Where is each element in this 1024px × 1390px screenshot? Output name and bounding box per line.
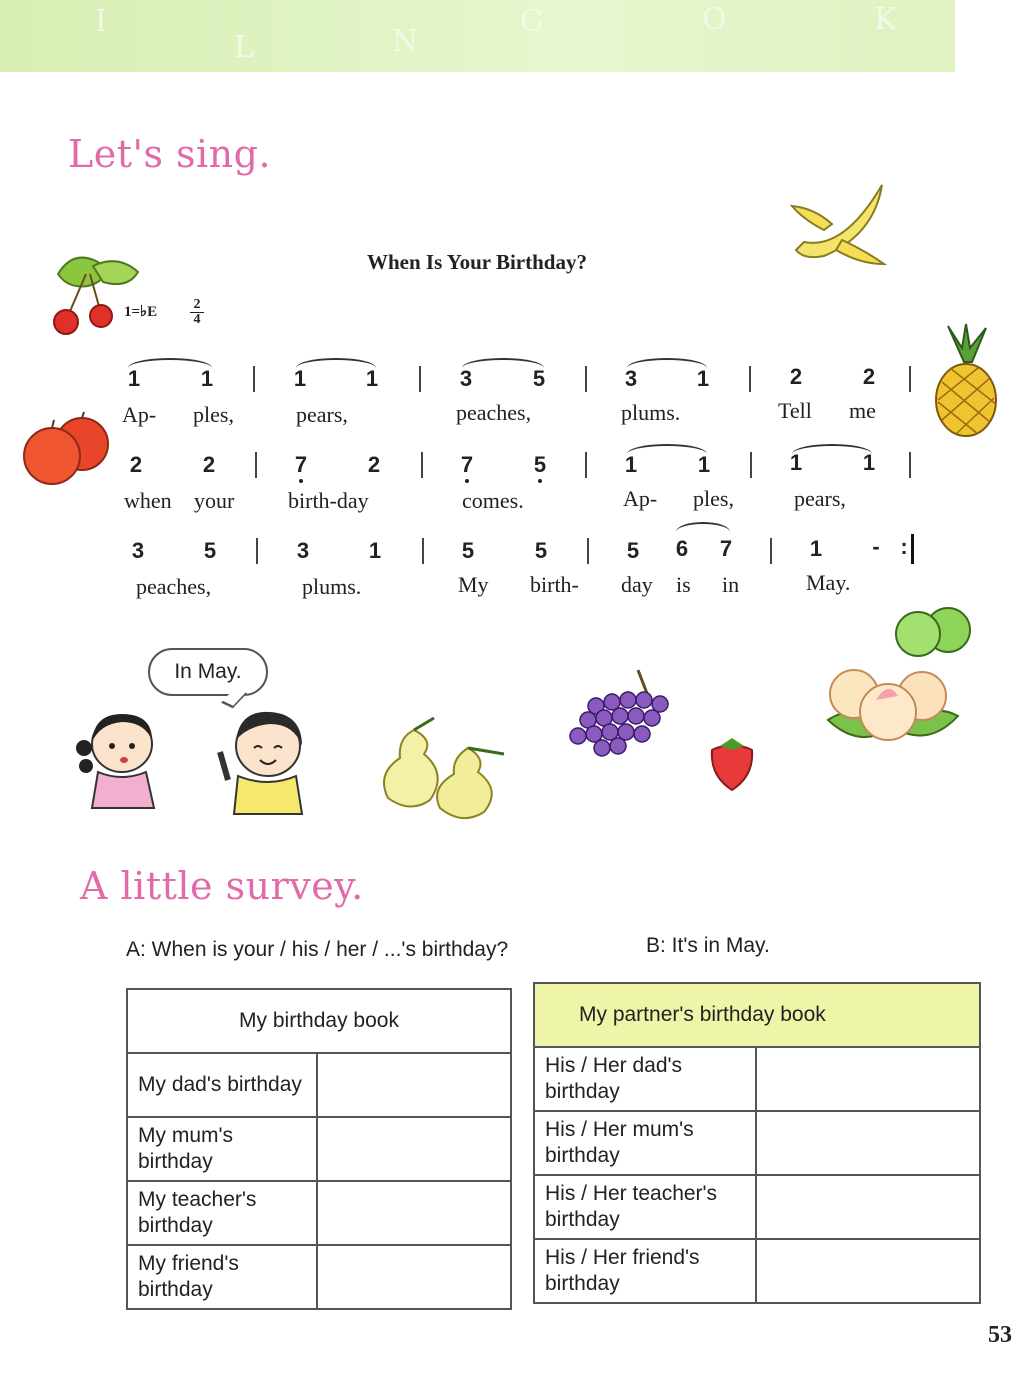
table-row [534,1239,980,1303]
bar-line [585,366,587,392]
partner-birthday-book-table [533,982,981,1304]
band-letter: G [520,4,544,39]
note: 1 [365,366,379,391]
note: 1 [293,366,307,391]
peaches-icon [818,660,964,758]
lyric: when [124,488,172,513]
band-letter: O [702,2,727,37]
note: 3 [459,366,473,391]
bar-line [253,366,255,392]
row-label: His / Her friend's birthday [534,1239,756,1303]
question-line: A: When is your / his / her / ...'s birthday? [126,938,509,961]
note: - [872,534,880,559]
bar-line [256,538,258,564]
banana-icon [784,180,890,268]
lyric: is [676,572,691,597]
table-row [534,1047,980,1111]
partner-birthday-book-title: My partner's birthday book [534,983,980,1047]
row-label: His / Her mum's birthday [534,1111,756,1175]
lyric: Tell [778,398,812,423]
answer-cell[interactable] [317,1053,511,1117]
note: 7 [291,452,311,478]
answer-cell[interactable] [756,1111,980,1175]
lyric: day [621,572,653,597]
slur [676,522,730,532]
note: 7 [457,452,477,478]
lyric: in [722,572,740,597]
end-bar-line [911,534,914,564]
sing-heading: Let's sing. [68,132,272,176]
lyric: peaches, [136,574,212,599]
lyric: Ap- [122,402,157,427]
row-label: His / Her teacher's birthday [534,1175,756,1239]
bar-line [909,366,911,392]
bar-line [421,452,423,478]
cherries-icon [38,244,148,336]
lyric: birth- [530,572,579,597]
bar-line [255,452,257,478]
my-birthday-book-table [126,988,512,1310]
header-band [0,0,955,72]
boy-icon [210,706,314,818]
answer-cell[interactable] [317,1245,511,1309]
lyric: plums. [621,400,681,425]
lyric: ples, [693,486,734,511]
lyric: peaches, [456,400,532,425]
note: 1 [200,366,214,391]
bar-line [587,538,589,564]
lyric: pears, [794,486,846,511]
lyric: plums. [302,574,362,599]
note: 1 [696,366,710,391]
note: 6 [675,536,689,561]
note: 1 [624,452,638,477]
girl-icon [74,708,174,812]
answer-cell[interactable] [756,1239,980,1303]
bar-line [585,452,587,478]
lyric: pears, [296,402,348,427]
lyric: birth-day [288,488,369,513]
apples-icon [18,414,114,486]
answer-cell[interactable] [756,1175,980,1239]
band-letter: K [874,2,897,37]
note: 5 [626,538,640,563]
band-letter: I [95,4,107,39]
note: 5 [461,538,475,563]
time-signature [190,298,204,327]
bar-line [422,538,424,564]
grapes-icon [566,666,676,758]
answer-line: B: It's in May. [646,934,770,957]
survey-heading: A little survey. [80,864,364,908]
lyric: comes. [462,488,524,513]
page-number: 53 [988,1322,1012,1348]
note: 2 [862,364,876,389]
note: 3 [131,538,145,563]
note: 1 [697,452,711,477]
row-label: My dad's birthday [127,1053,317,1117]
green-apples-icon [892,604,976,658]
bar-line [750,452,752,478]
answer-cell[interactable] [317,1117,511,1181]
bar-line [770,538,772,564]
pears-icon [374,714,520,820]
table-row [127,1181,511,1245]
note: 2 [202,452,216,477]
table-row [127,1245,511,1309]
song-title: When Is Your Birthday? [367,250,587,274]
time-signature-bottom: 4 [193,312,201,327]
bar-line [419,366,421,392]
note: 2 [789,364,803,389]
repeat-sign: : [900,534,908,559]
row-label: My friend's birthday [127,1245,317,1309]
table-row [127,1053,511,1117]
row-label: His / Her dad's birthday [534,1047,756,1111]
note: 5 [534,538,548,563]
my-birthday-book-title: My birthday book [127,989,511,1053]
strawberry-icon [706,736,758,792]
lyric: me [849,398,876,423]
lyric: May. [806,570,851,595]
table-header-row [127,989,511,1053]
note: 5 [532,366,546,391]
note: 3 [624,366,638,391]
time-signature-top: 2 [190,298,204,313]
bar-line [909,452,911,478]
table-row [127,1117,511,1181]
lyric: Ap- [623,486,658,511]
note: 1 [789,450,803,475]
note: 5 [203,538,217,563]
band-letter: N [392,24,419,59]
note: 7 [719,536,733,561]
note: 1 [862,450,876,475]
speech-bubble-text: In May. [174,660,242,683]
note: 2 [129,452,143,477]
table-row [534,1111,980,1175]
answer-cell[interactable] [756,1047,980,1111]
row-label: My teacher's birthday [127,1181,317,1245]
pineapple-icon [928,322,1002,438]
table-header-row [534,983,980,1047]
bar-line [749,366,751,392]
note: 2 [367,452,381,477]
note: 1 [127,366,141,391]
note: 1 [368,538,382,563]
lyric: your [194,488,235,513]
note: 1 [809,536,823,561]
key-signature: 1=♭E [124,304,158,320]
note: 5 [530,452,550,478]
lyric: My [458,572,489,597]
speech-bubble [148,648,268,696]
lyric: ples, [193,402,234,427]
table-row [534,1175,980,1239]
band-letter: L [234,30,254,65]
answer-cell[interactable] [317,1181,511,1245]
row-label: My mum's birthday [127,1117,317,1181]
note: 3 [296,538,310,563]
